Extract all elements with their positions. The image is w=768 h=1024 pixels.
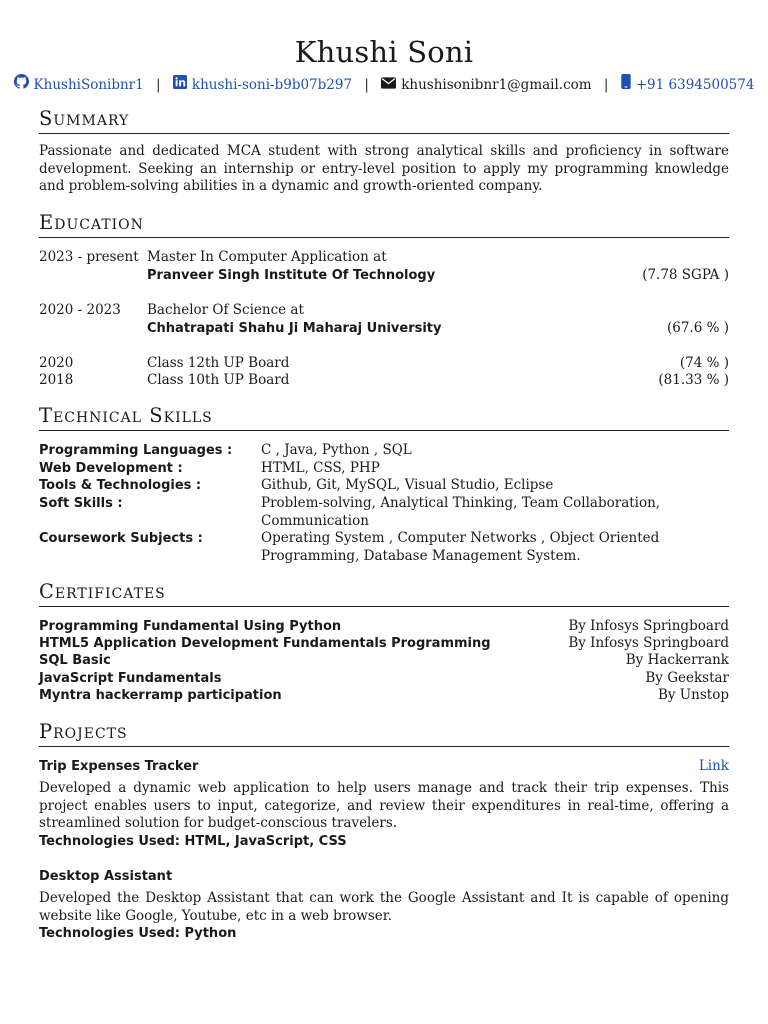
education-score: (67.6 % )	[666, 320, 729, 336]
envelope-icon	[381, 75, 396, 95]
section-title-summary: Summary	[39, 107, 729, 134]
certificate-name: JavaScript Fundamentals	[39, 671, 222, 686]
section-title-education: Education	[39, 211, 729, 238]
skill-row	[39, 530, 729, 565]
certificate-issuer: By Infosys Springboard	[568, 618, 729, 634]
phone-link[interactable]	[621, 74, 755, 95]
skill-row	[39, 442, 729, 460]
education-degree: Bachelor Of Science at	[147, 302, 304, 318]
skill-label: Soft Skills :	[39, 496, 123, 511]
skill-label: Web Development :	[39, 461, 183, 476]
github-handle: KhushiSonibnr1	[33, 76, 144, 93]
certificate-issuer: By Geekstar	[645, 670, 729, 686]
education-school: Pranveer Singh Institute Of Technology	[147, 268, 436, 283]
certificate-name: Myntra hackerramp participation	[39, 688, 282, 703]
education-years: 2018	[39, 372, 74, 388]
github-icon	[14, 74, 29, 95]
skill-label: Programming Languages :	[39, 443, 233, 458]
skill-row	[39, 477, 729, 495]
certificate-row	[39, 618, 729, 636]
certificate-issuer: By Infosys Springboard	[568, 635, 729, 651]
certificate-name: Programming Fundamental Using Python	[39, 619, 342, 634]
project-description: Developed a dynamic web application to help users manage and track their trip expenses. This project enables users to input, categorize, and review their expenditures in real-time, offering a streamlined solution for budget-conscious travelers.	[39, 780, 729, 832]
email-address: khushisonibnr1@gmail.com	[401, 77, 592, 93]
separator: |	[364, 77, 369, 93]
education-entry	[39, 372, 729, 390]
education-degree: Class 10th UP Board	[147, 372, 290, 388]
linkedin-icon	[173, 75, 187, 95]
education-entry	[39, 302, 729, 338]
skill-row	[39, 495, 729, 530]
mobile-phone-icon	[621, 74, 631, 95]
education-entry	[39, 355, 729, 373]
linkedin-link[interactable]	[173, 75, 352, 95]
project-description: Developed the Desktop Assistant that can work the Google Assistant and It is capable of opening website like Google, Youtube, etc in a web browser.	[39, 890, 729, 924]
separator: |	[156, 77, 161, 93]
education-years: 2023 - present	[39, 249, 139, 265]
certificate-issuer: By Hackerrank	[625, 652, 729, 668]
project-name: Desktop Assistant	[39, 869, 173, 884]
education-school: Chhatrapati Shahu Ji Maharaj University	[147, 321, 442, 336]
certificate-row	[39, 670, 729, 688]
skill-value: Operating System , Computer Networks , Object Oriented Programming, Database Management System.	[261, 530, 660, 564]
github-link[interactable]	[14, 74, 144, 95]
certificate-row	[39, 635, 729, 653]
section-title-technical-skills: Technical Skills	[39, 404, 729, 431]
separator: |	[603, 77, 609, 93]
project-name: Trip Expenses Tracker	[39, 759, 199, 774]
project-technologies: Technologies Used: Python	[39, 926, 237, 941]
email-link[interactable]	[381, 75, 591, 95]
phone-number: +91 6394500574	[635, 76, 755, 93]
education-score: (81.33 % )	[658, 372, 729, 388]
education-score: (74 % )	[679, 355, 729, 371]
contact-bar	[0, 74, 768, 95]
skill-value: C , Java, Python , SQL	[261, 442, 412, 458]
linkedin-handle: khushi-soni-b9b07b297	[191, 77, 353, 93]
project-link[interactable]: Link	[698, 758, 729, 774]
certificate-row	[39, 652, 729, 670]
skill-value: Github, Git, MySQL, Visual Studio, Eclipse	[261, 477, 554, 493]
project-header	[39, 758, 729, 776]
education-degree: Master In Computer Application at	[147, 249, 387, 265]
skill-value: HTML, CSS, PHP	[261, 460, 380, 476]
education-years: 2020 - 2023	[39, 302, 121, 318]
section-title-certificates: Certificates	[39, 580, 729, 607]
education-entry	[39, 249, 729, 285]
education-score: (7.78 SGPA )	[642, 267, 729, 283]
skill-value: Problem-solving, Analytical Thinking, Team Collaboration, Communication	[261, 495, 661, 529]
certificate-issuer: By Unstop	[657, 687, 729, 703]
resume-name: Khushi Soni	[294, 35, 474, 69]
section-title-projects: Projects	[39, 720, 729, 747]
certificate-name: HTML5 Application Development Fundamentals Programming	[39, 636, 491, 651]
skill-label: Coursework Subjects :	[39, 531, 203, 546]
project-technologies: Technologies Used: HTML, JavaScript, CSS	[39, 834, 347, 849]
education-years: 2020	[39, 355, 74, 371]
skill-label: Tools & Technologies :	[39, 478, 202, 493]
summary-text: Passionate and dedicated MCA student with strong analytical skills and proficiency in software development. Seeking an internship or entry-level position to apply my programming knowledge and problem-solving abilities in a dynamic and growth-oriented company.	[39, 143, 729, 195]
skill-row	[39, 460, 729, 478]
education-degree: Class 12th UP Board	[147, 355, 290, 371]
certificate-row	[39, 687, 729, 705]
certificate-name: SQL Basic	[39, 653, 111, 668]
project-header	[39, 868, 729, 886]
